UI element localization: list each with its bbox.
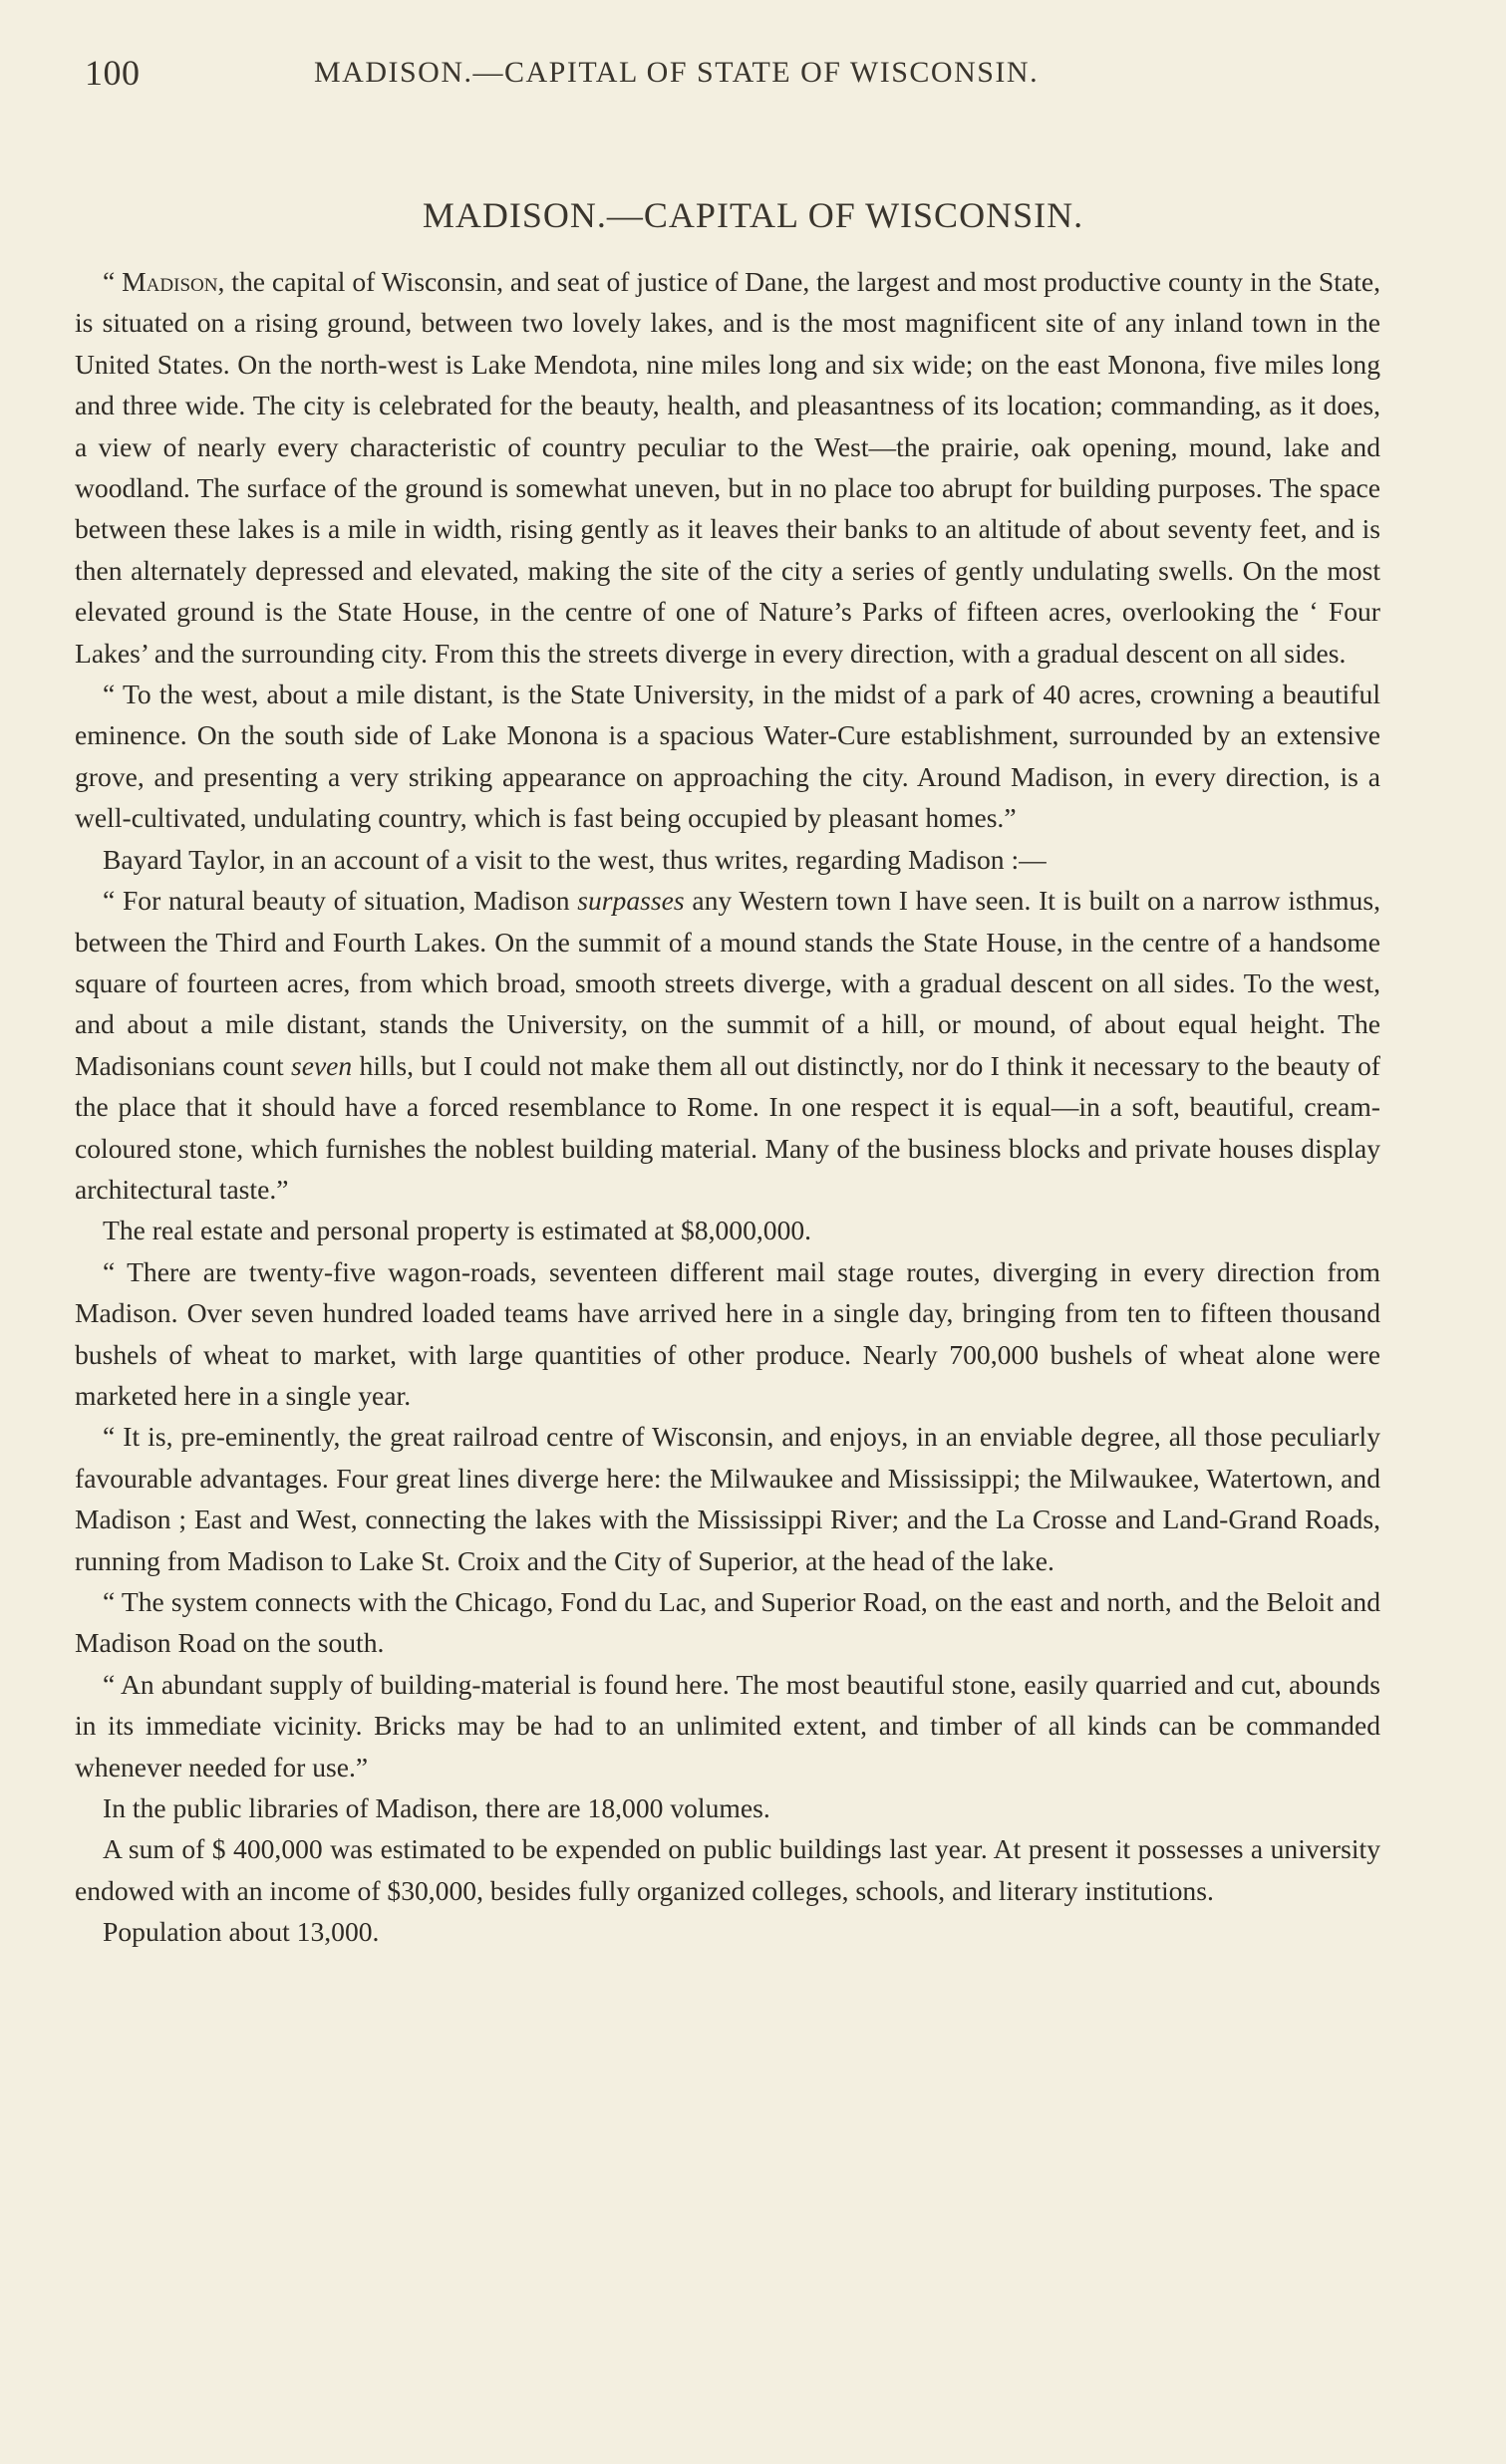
lead-word: “ Madison,: [103, 266, 225, 297]
paragraph-11: A sum of $ 400,000 was estimated to be expended on public buildings last year. At present it possesses a university endowed with an income of $30,000, besides fully organized colleges, schools, and literary institutions.: [75, 1833, 1380, 1906]
paragraph-4-part-b: any Western town I have seen. It is built on a narrow isthmus, between the Third and Fourth Lakes. On the summit of a mound stands the State House, in the centre of a handsome square of fourteen acres, from which broad, smooth streets diverge, with a gradual descent on all sides. To the west, and about a mile distant, stands the University, on the summit of a hill, or mound, of about equal height. The Madisonians count: [75, 885, 1380, 1081]
emphasis-seven: seven: [290, 1049, 353, 1081]
paragraph-9: “ An abundant supply of building-material is found here. The most beautiful stone, easily quarried and cut, abounds in its immediate vicinity. Bricks may be had to an unlimited extent, and timber of all kinds can be commanded whenever needed for use.”: [75, 1668, 1380, 1782]
page-number: 100: [85, 53, 141, 93]
running-title: MADISON.—CAPITAL OF STATE OF WISCONSIN.: [314, 56, 1040, 89]
paragraph-4-part-a: “ For natural beauty of situation, Madison: [103, 885, 578, 917]
paragraph-4: [75, 880, 1380, 1210]
paragraph-4-part-c: hills, but I could not make them all out distinctly, nor do I think it necessary to the beauty of the place that it should have a forced resemblance to Rome. In one respect it is equal—in a soft, beautiful, cream-coloured stone, which furnishes the noblest building material. Many of the business blocks and private houses display architectural taste.”: [75, 1049, 1380, 1205]
paragraph-7: “ It is, pre-eminently, the great railroad centre of Wisconsin, and enjoys, in an enviable degree, all those peculiarly favourable advantages. Four great lines diverge here: the Milwaukee and Mississippi; the Milwaukee, Watertown, and Madison ; East and West, connecting the lakes with the Mississippi River; and the La Crosse and Land-Grand Roads, running from Madison to Lake St. Croix and the City of Superior, at the head of the lake.: [75, 1421, 1380, 1576]
emphasis-surpasses: surpasses: [577, 885, 685, 917]
paragraph-12: Population about 13,000.: [103, 1916, 380, 1948]
article-body: [75, 261, 1380, 1953]
paragraph-6: “ There are twenty-five wagon-roads, seventeen different mail stage routes, diverging in every direction from Madison. Over seven hundred loaded teams have arrived here in a single day, bringing from ten to fifteen thousand bushels of wheat to market, with large quantities of other produce. Nearly 700,000 bushels of wheat alone were marketed here in a single year.: [75, 1255, 1380, 1411]
paragraph-3: Bayard Taylor, in an account of a visit to the west, thus writes, regarding Madison :—: [103, 843, 1047, 875]
paragraph-1: [75, 261, 1380, 674]
running-header: [85, 52, 1380, 92]
article-title: MADISON.—CAPITAL OF WISCONSIN.: [422, 195, 1084, 235]
paragraph-1-text: the capital of Wisconsin, and seat of justice of Dane, the largest and most productive county in the State, is situated on a rising ground, between two lovely lakes, and is the most magnificent site of any inland town in the United States. On the north-west is Lake Mendota, nine miles long and six wide; on the east Monona, five miles long and three wide. The city is celebrated for the beauty, health, and pleasantness of its location; commanding, as it does, a view of nearly every characteristic of country peculiar to the West—the prairie, oak opening, mound, lake and woodland. The surface of the ground is somewhat uneven, but in no place too abrupt for building purposes. The space between these lakes is a mile in width, rising gently as it leaves their banks to an altitude of about seventy feet, and is then alternately depressed and elevated, making the site of the city a series of gently undulating swells. On the most elevated ground is the State House, in the centre of one of Nature’s Parks of fifteen acres, overlooking the ‘ Four Lakes’ and the surrounding city. From this the streets diverge in every direction, with a gradual descent on all sides.: [75, 266, 1381, 669]
paragraph-8: “ The system connects with the Chicago, Fond du Lac, and Superior Road, on the east and north, and the Beloit and Madison Road on the south.: [75, 1586, 1380, 1659]
paragraph-10: In the public libraries of Madison, there are 18,000 volumes.: [103, 1792, 770, 1824]
paragraph-2: “ To the west, about a mile distant, is the State University, in the midst of a park of 40 acres, crowning a beautiful eminence. On the south side of Lake Monona is a spacious Water-Cure establishment, surrounded by an extensive grove, and presenting a very striking appearance on approaching the city. Around Madison, in every direction, is a well-cultivated, undulating country, which is fast being occupied by pleasant homes.”: [75, 679, 1380, 834]
paragraph-5: The real estate and personal property is estimated at $8,000,000.: [103, 1215, 812, 1246]
